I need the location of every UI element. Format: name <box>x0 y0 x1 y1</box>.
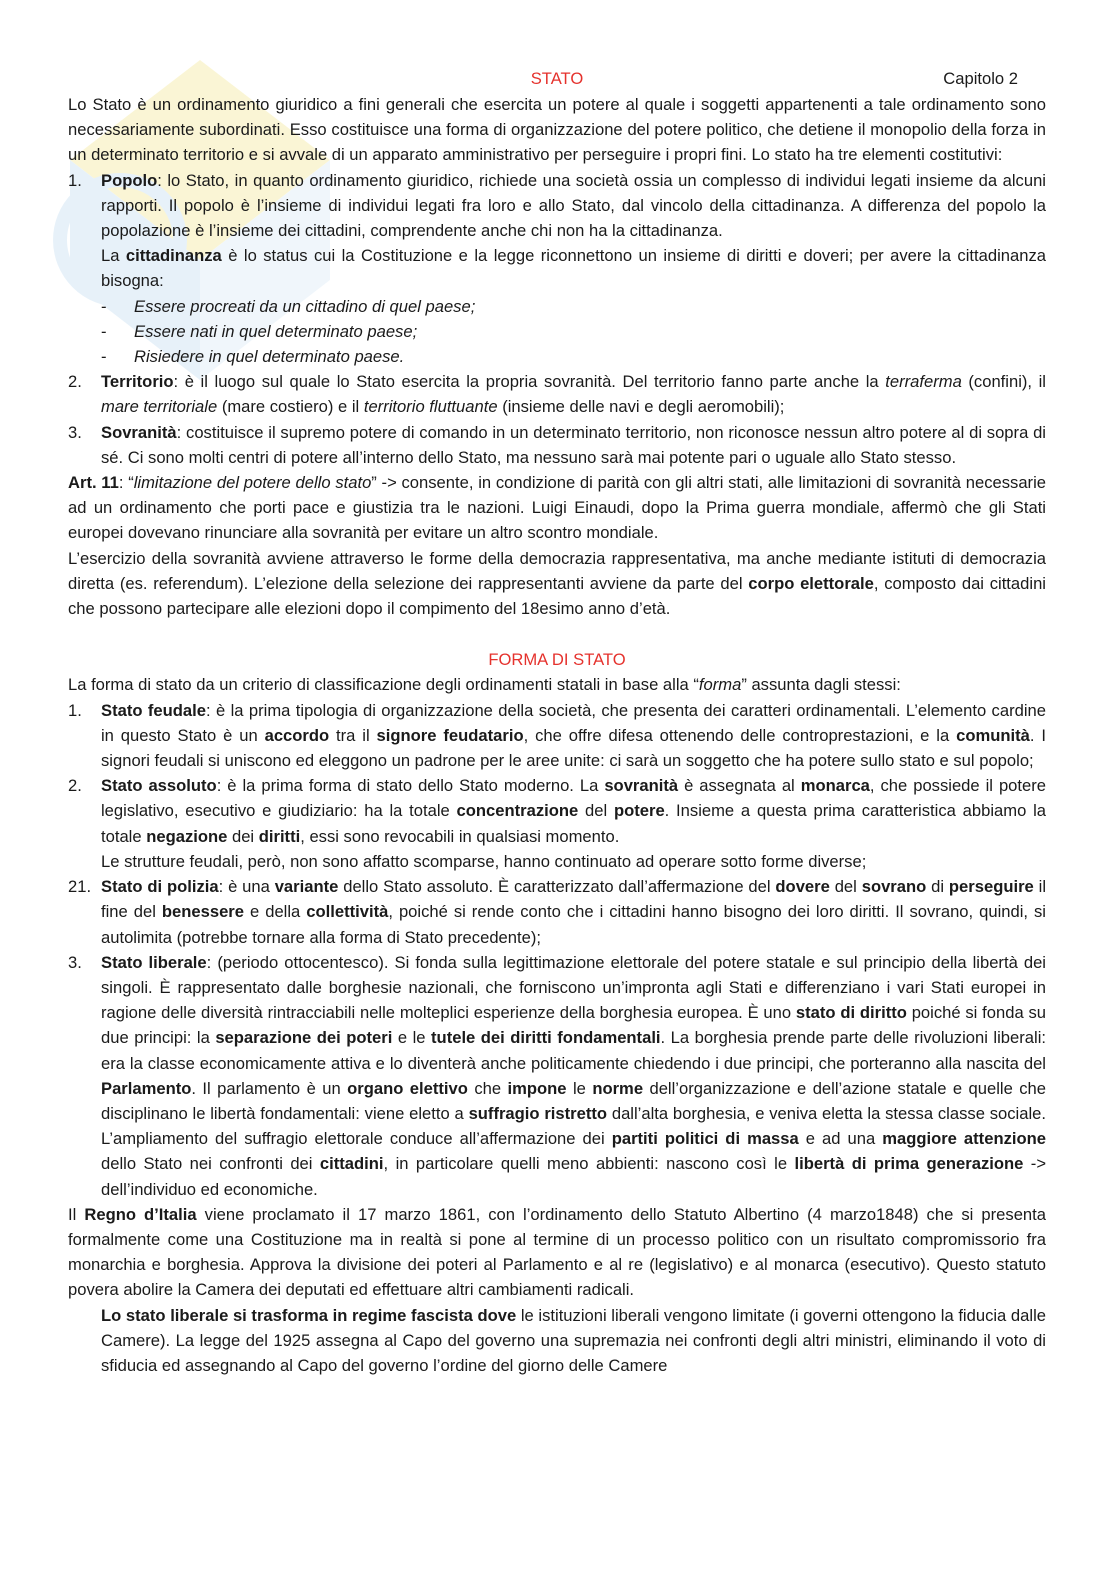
forma-intro: La forma di stato da un criterio di classificazione degli ordinamenti statali in base alla “forma” assunta dagli stessi: <box>68 675 901 695</box>
item-number: 3. <box>68 952 82 972</box>
list-item-sovranita: 3. Sovranità: costituisce il supremo potere di comando in un determinato territorio, non riconosce nessun altro potere al di sopra di sé. Ci sono molti centri di potere all’interno dello Stato, ma nessuno sarà mai potente pari o uguale allo Stato stesso. <box>68 422 1046 467</box>
item-text: : lo Stato, in quanto ordinamento giuridico, richiede una società ossia un complesso di individui legati insieme da alcuni rapporti. Il popolo è l’insieme di individui legati fra loro e allo Stato, dal vincolo della cittadinanza. A differenza del popolo la popolazione è l’insieme dei cittadini, comprendente anche chi non ha la cittadinanza. <box>101 170 1046 241</box>
term-popolo: Popolo <box>101 170 158 190</box>
header-row <box>68 66 1046 92</box>
term-cittadinanza: cittadinanza <box>125 246 222 266</box>
chapter-label: Capitolo 2 <box>943 69 1018 88</box>
regno-paragraph: Il Regno d’Italia viene proclamato il 17 marzo 1861, con l’ordinamento dello Statuto Albertino (4 marzo1848) che si presenta formalmente come una Costituzione ma in realtà si pone al termine di un processo politico con un risultato compromissorio fra monarchia e borghesia. Approva la divisione dei poteri al Parlamento e al re (legislativo) e al monarca (esecutivo). Questo statuto povera abolire la Camera dei deputati ed effettuare altri cambiamenti radicali. <box>68 1204 1046 1300</box>
page-title: STATO <box>530 69 584 88</box>
fascismo-paragraph: Lo stato liberale si trasforma in regime fascista dove le istituzioni liberali vengono limitate (i governi ottengono la fiducia dalle Camere). La legge del 1925 assegna al Capo del governo una supremazia nei confronti degli altri ministri, eliminando il voto di sfiducia ed assegnando al Capo del governo l’ordine del giorno delle Camere <box>101 1305 1046 1375</box>
list-item: 1. Stato feudale: è la prima tipologia di organizzazione della società, che presenta dei caratteri ordinamentali. L’elemento cardine in questo Stato è un accordo tra il signore feudatario, che offre difesa ottenendo delle controprestazioni, e la comunità. I signori feudali si uniscono ed eleggono un padrone per le aree unite: ci sarà un soggetto che ha potere sullo stato e sul popolo; <box>68 698 1046 774</box>
list-item-popolo: 1. Popolo: lo Stato, in quanto ordinamento giuridico, richiede una società ossia un complesso di individui legati insieme da alcuni rapporti. Il popolo è l’insieme di individui legati fra loro e allo Stato, dal vincolo della cittadinanza. A differenza del popolo la popolazione è l’insieme dei cittadini, comprendente anche chi non ha la cittadinanza. La cittadinanza è lo status cui la Costituzione e la legge riconnettono un insieme di diritti e doveri; per avere la cittadinanza bisogna: <box>68 168 1046 294</box>
term-sovranita: Sovranità <box>101 422 177 442</box>
cittadinanza-requirements <box>68 294 1046 370</box>
art11-paragraph: Art. 11: “limitazione del potere dello stato” -> consente, in condizione di parità con gli altri stati, alle limitazioni di sovranità necessarie ad un ordinamento che porti pace e giustizia tra le nazioni. Luigi Einaudi, dopo la Prima guerra mondiale, affermò che gli Stati europei dovevano rinunciare alla sovranità per evitare un altro scontro mondiale. <box>68 473 1047 543</box>
elements-list <box>68 168 1046 294</box>
list-item: - Risiedere in quel determinato paese. <box>101 347 405 367</box>
forms-list <box>68 698 1046 1202</box>
intro-paragraph: Lo Stato è un ordinamento giuridico a fini generali che esercita un potere al quale i soggetti appartenenti a tale ordinamento sono necessariamente subordinati. Esso costituisce una forma di organizzazione del potere politico, che detiene il monopolio della forza in un determinato territorio e si avvale di un apparato amministrativo per perseguire i propri fini. Lo stato ha tre elementi costitutivi: <box>68 95 1046 165</box>
item-number: 1. <box>68 170 82 190</box>
sovereignty-paragraph: L’esercizio della sovranità avviene attraverso le forme della democrazia rappresentativa, ma anche mediante istituti di democrazia diretta (es. referendum). L’elezione della selezione dei rappresentanti avviene da parte del corpo elettorale, composto dai cittadini che possono partecipare alle elezioni dopo il compimento del 18esimo anno d’età. <box>68 548 1046 619</box>
item-number: 1. <box>68 700 82 720</box>
list-item: 21. Stato di polizia: è una variante dello Stato assoluto. È caratterizzato dall’affermazione del dovere del sovrano di perseguire il fine del benessere e della collettività, poiché si rende conto che i cittadini hanno bisogno dei loro diritti. Il sovrano, quindi, si autolimita (potrebbe tornare alla forma di Stato precedente); <box>68 874 1046 950</box>
item-number: 2. <box>68 776 82 796</box>
list-item: - Essere nati in quel determinato paese; <box>101 321 418 341</box>
list-item: - Essere procreati da un cittadino di quel paese; <box>101 296 476 316</box>
document-content <box>68 66 1046 1378</box>
item-extra: Le strutture feudali, però, non sono affatto scomparse, hanno continuato ad operare sotto forme diverse; <box>101 851 867 871</box>
list-item: 2. Stato assoluto: è la prima forma di stato dello Stato moderno. La sovranità è assegnata al monarca, che possiede il potere legislativo, esecutivo e giudiziario: ha la totale concentrazione del potere. Insieme a questa prima caratteristica abbiamo la totale negazione dei diritti, essi sono revocabili in qualsiasi momento. Le strutture feudali, però, non sono affatto scomparse, hanno continuato ad operare sotto forme diverse; <box>68 773 1046 874</box>
section-title: FORMA DI STATO <box>488 650 626 670</box>
list-item-territorio: 2. Territorio: è il luogo sul quale lo Stato esercita la propria sovranità. Del territorio fanno parte anche la terraferma (confini), il mare territoriale (mare costiero) e il territorio fluttuante (insieme delle navi e degli aeromobili); <box>68 372 1046 417</box>
term-territorio: Territorio <box>101 372 174 392</box>
item-number: 21. <box>68 877 92 897</box>
list-item: 3. Stato liberale: (periodo ottocentesco). Si fonda sulla legittimazione elettorale del potere statale e sul principio della libertà dei singoli. È rappresentato dalle borghesie nazionali, che forniscono un’impronta agli Stati e differenziano i vari Stati europei in ragione delle diversità rintracciabili nelle molteplici esperienze della borghesia europea. È uno stato di diritto poiché si fonda su due principi: la separazione dei poteri e le tutele dei diritti fondamentali. La borghesia prende parte delle rivoluzioni liberali: era la classe economicamente attiva e lo diventerà anche politicamente chiedendo i due principi, che porteranno alla nascita del Parlamento. Il parlamento è un organo elettivo che impone le norme dell’organizzazione e dell’azione statale e quelle che disciplinano le libertà fondamentali: viene eletto a suffragio ristretto dall’alta borghesia, e veniva eletta la stessa classe sociale. L’ampliamento del suffragio elettorale conduce all’affermazione dei partiti politici di massa e ad una maggiore attenzione dello Stato nei confronti dei cittadini, in particolare quelli meno abbienti: nascono così le libertà di prima generazione -> dell’individuo ed economiche. <box>68 950 1046 1202</box>
